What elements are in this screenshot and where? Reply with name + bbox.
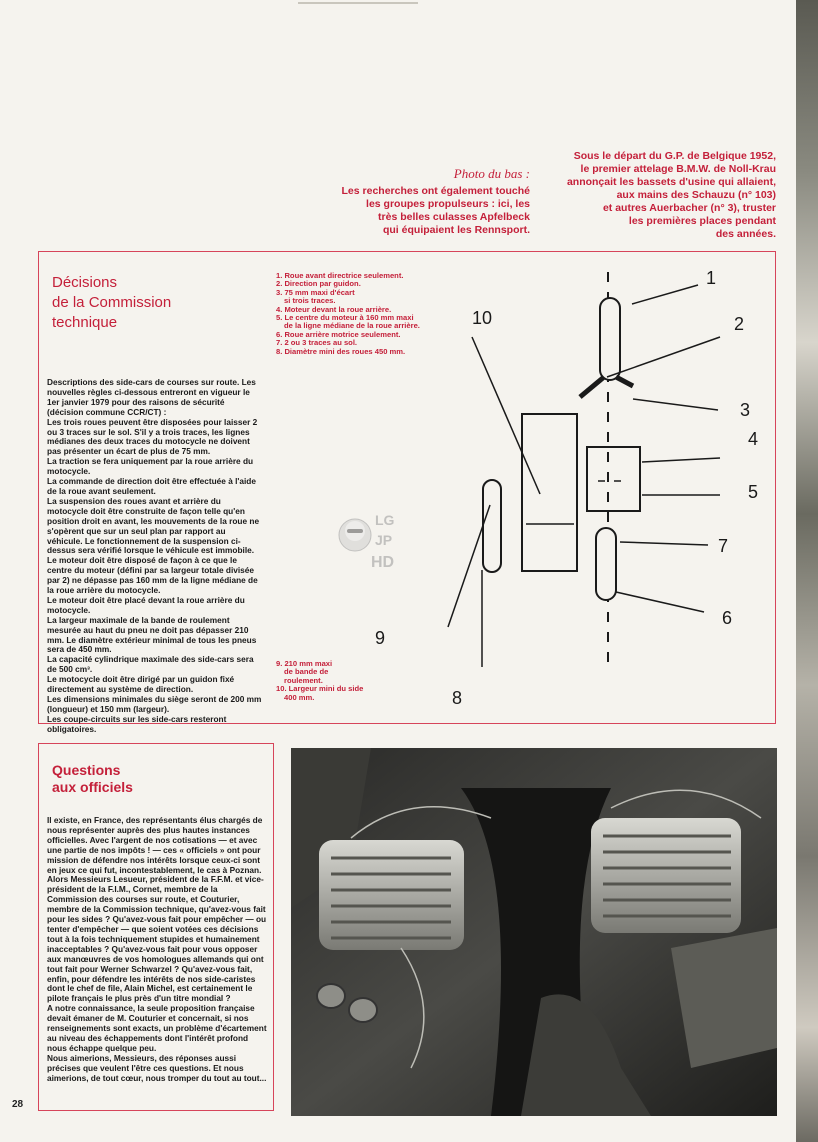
- caption-line: Sous le départ du G.P. de Belgique 1952,: [573, 150, 776, 162]
- legend-line: 400 mm.: [284, 692, 315, 702]
- watermark-letters: JP: [375, 532, 393, 548]
- paragraph: Le moteur doit être disposé de façon à ce que le centre du moteur (défini par sa largeur totale divisée par 2) ne dépasse pas 160 mm de la ligne médiane de la roue arrière du motocycle.: [47, 555, 258, 596]
- paragraph: Le motocycle doit être dirigé par un guidon fixé directement au système de direction.: [47, 674, 235, 695]
- paragraph: La traction se fera uniquement par la roue arrière du motocycle.: [47, 456, 254, 477]
- legend-line: si trois traces.: [284, 296, 336, 306]
- callout-3: 3: [740, 400, 751, 420]
- section2-title: [52, 762, 252, 796]
- photo-caption-label: Photo du bas :: [453, 166, 530, 181]
- section1-body: [47, 378, 263, 735]
- callout-9: 9: [375, 628, 386, 648]
- engine-photo: [291, 748, 777, 1116]
- caption-line: les groupes propulseurs : ici, les: [366, 198, 530, 210]
- legend-line: 10. Largeur mini du side: [276, 684, 364, 694]
- sidecar-wheel: [483, 480, 501, 572]
- caption-line: les premières places pendant: [628, 215, 776, 227]
- legend-line: 1. Roue avant directrice seulement.: [276, 271, 404, 280]
- front-wheel: [600, 298, 620, 380]
- paragraph: Les trois roues peuvent être disposées pour laisser 2 ou 3 traces sur le sol. S'il y a trois traces, les lignes médianes des deux traces du motocycle ne doivent pas présenter un écart de plus de 75 mm.: [47, 416, 258, 457]
- legend-line: roulement.: [284, 675, 323, 685]
- title-line: technique: [52, 314, 118, 331]
- caption-line: Les recherches ont également touché: [341, 185, 530, 197]
- title-line: Questions: [52, 762, 121, 778]
- paragraph: La suspension des roues avant et arrière du motocycle doit être construite de façon telle qu'en position droit en avant, les mouvements de la roue ne s'opèrent que sur un seul plan par rapport au véhicule. Le fonctionnement de la suspension ci-dessus sera vérifié lorsque le véhicule est immobile.: [47, 495, 260, 556]
- callout-1: 1: [706, 268, 717, 288]
- paragraph: Nous aimerions, Messieurs, des réponses aussi précises que veulent l'être ces questions. Et nous aimerions, de tout cœur, nous tromper du tout au tout...: [47, 1052, 267, 1083]
- adjacent-page-edge: [796, 0, 818, 1142]
- watermark-letters: LG: [375, 512, 395, 528]
- legend-line: 8. Diamètre mini des roues 450 mm.: [276, 346, 406, 356]
- paragraph: La commande de direction doit être effectuée à l'aide de la roue avant seulement.: [47, 476, 256, 496]
- section2-body: [47, 816, 267, 1083]
- caption-line: le premier attelage B.M.W. de Noll-Krau: [580, 163, 776, 175]
- paragraph: La capacité cylindrique maximale des side-cars sera de 500 cm³.: [47, 654, 254, 675]
- photo-caption-text: [290, 185, 530, 237]
- legend-line: 5. Le centre du moteur à 160 mm maxi: [276, 313, 414, 323]
- callout-7: 7: [718, 536, 729, 556]
- watermark-letters: HD: [371, 554, 395, 571]
- legend-line: 7. 2 ou 3 traces au sol.: [276, 338, 358, 348]
- caption-line: et autres Auerbacher (n° 3), truster: [602, 202, 776, 214]
- paragraph: Descriptions des side-cars de courses sur route. Les nouvelles règles ci-dessous entreront en vigueur le 1er janvier 1979 pour des raisons de sécurité (décision commune CCR/CT) :: [47, 377, 256, 417]
- caption-line: des années.: [715, 228, 776, 240]
- handlebar-left: [580, 377, 604, 397]
- caption-line: aux mains des Schauzu (n° 103): [616, 189, 776, 201]
- legend-line: 9. 210 mm maxi: [276, 659, 333, 668]
- top-photo-caption: [540, 150, 776, 241]
- callout-8: 8: [452, 688, 463, 708]
- callout-2: 2: [734, 314, 745, 334]
- handlebar-right: [616, 377, 633, 386]
- title-line: Décisions: [52, 274, 118, 291]
- paragraph: Les dimensions minimales du siège seront de 200 mm (longueur) et 150 mm (largeur).: [47, 694, 262, 714]
- section1-title: [52, 273, 252, 333]
- paragraph: Le moteur doit être placé devant la roue arrière du motocycle.: [47, 594, 245, 615]
- top-rule: [298, 2, 418, 4]
- legend-line: 6. Roue arrière motrice seulement.: [276, 329, 401, 339]
- paragraph: La largeur maximale de la bande de roulement mesurée au haut du pneu ne doit pas dépasser 210 mm. Le diamètre extérieur minimal de tous les pneus sera de 450 mm.: [47, 614, 257, 655]
- engine-box: [587, 447, 640, 511]
- diagram-legend-bottom: [276, 660, 396, 702]
- title-line: de la Commission: [52, 294, 172, 311]
- rear-wheel: [596, 528, 616, 600]
- page-number: 28: [12, 1099, 24, 1110]
- caption-line: annonçait les bassets d'usine qui allaient,: [566, 176, 776, 188]
- callout-5: 5: [748, 482, 759, 502]
- paragraph: Alors Messieurs Lesueur, président de la F.F.M. et vice-président de la F.I.M., Cornet, membre de la Commission des courses sur route, et Couturier, membre de la Commission technique, qu'avez-vous fait pour les sides ? Qu'avez-vous fait pour empêcher — ou tenter d'empêcher — que soient votées ces décisions tout à la fois techniquement stupides et humainement inacceptables ? Qu'avez-vous fait pour vous opposer aux manœuvres de vos homologues allemands qui ont tout fait pour Werner Schwarzel ? Qu'avez-vous fait, enfin, pour défendre les intérêts de nos side-caristes dont le chef de file, Alain Michel, est certainement le pilote français le plus près d'un titre mondial ?: [47, 874, 267, 1004]
- paragraph: A notre connaissance, la seule proposition française devait émaner de M. Couturier et concernait, si nos renseignements sont exacts, un problème d'écartement au niveau des échappements dont l'intérêt profond nous échappe quelque peu.: [47, 1003, 267, 1053]
- paragraph: Les coupe-circuits sur les side-cars resteront obligatoires.: [47, 713, 227, 734]
- callout-10: 10: [472, 308, 493, 328]
- title-line: aux officiels: [52, 779, 133, 795]
- paragraph: Il existe, en France, des représentants élus chargés de nous représenter auprès des plus hautes instances officielles. Avec l'argent de nos cotisations — et avec une partie de nos impôts ! — ces « officiels » ont pour mission de défendre nos intérêts lorsque ceux-ci sont en jeux ce qui fut, incontestablement, le cas à Poznan.: [47, 815, 263, 875]
- legend-line: de bande de: [284, 667, 329, 677]
- legend-line: 3. 75 mm maxi d'écart: [276, 287, 355, 297]
- caption-line: qui équipaient les Rennsport.: [382, 224, 530, 236]
- caption-line: très belles culasses Apfelbeck: [378, 211, 530, 223]
- legend-line: 2. Direction par guidon.: [276, 279, 361, 289]
- callout-4: 4: [748, 429, 759, 449]
- sidecar-body: [522, 414, 577, 571]
- legend-line: de la ligne médiane de la roue arrière.: [284, 321, 420, 331]
- callout-6: 6: [722, 608, 733, 628]
- watermark-logo: [333, 505, 408, 575]
- legend-line: 4. Moteur devant la roue arrière.: [276, 304, 392, 314]
